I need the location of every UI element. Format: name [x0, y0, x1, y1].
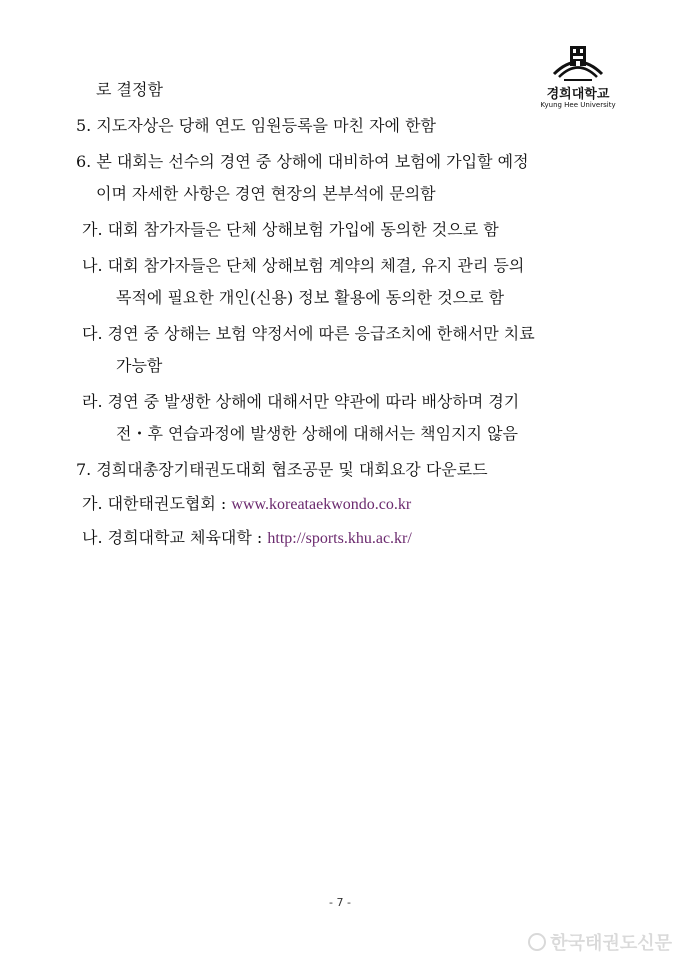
sub-item-da-line-1: 다. 경연 중 상해는 보험 약정서에 따른 응급조치에 한해서만 치료 [82, 324, 535, 343]
page-number: - 7 - [329, 896, 351, 909]
kta-website-link[interactable]: www.koreataekwondo.co.kr [231, 496, 412, 513]
watermark-logo-icon [528, 933, 546, 951]
logo-korean-text: 경희대학교 [546, 87, 610, 102]
university-logo [532, 44, 624, 109]
item-6-line-2: 이며 자세한 사항은 경연 현장의 본부석에 문의함 [96, 184, 436, 203]
sub-item-na-line-2: 목적에 필요한 개인(신용) 정보 활용에 동의한 것으로 함 [116, 288, 505, 307]
sub-item-da-line-2: 가능함 [116, 356, 163, 375]
sub-item-ra-line-2: 전・후 연습과정에 발생한 상해에 대해서는 책임지지 않음 [116, 424, 519, 443]
logo-english-text: Kyung Hee University [540, 101, 616, 109]
sub-item-ra-line-1: 라. 경연 중 발생한 상해에 대해서만 약관에 따라 배상하며 경기 [82, 392, 520, 411]
khu-label: 나. 경희대학교 체육대학 : [82, 528, 268, 547]
continuation-line: 로 결정함 [96, 80, 163, 99]
item-6-line-1: 6. 본 대회는 선수의 경연 중 상해에 대비하여 보험에 가입할 예정 [76, 152, 529, 171]
item-7: 7. 경희대총장기태권도대회 협조공문 및 대회요강 다운로드 [76, 460, 488, 479]
khu-website-link[interactable]: http://sports.khu.ac.kr/ [267, 530, 412, 547]
sub-item-ga-insurance: 가. 대회 참가자들은 단체 상해보험 가입에 동의한 것으로 함 [82, 220, 499, 239]
sub-item-ga-kta [82, 494, 411, 515]
kta-label: 가. 대한태권도협회 : [82, 494, 232, 513]
kyung-hee-emblem-icon [550, 44, 606, 82]
watermark-text: 한국태권도신문 [550, 933, 672, 954]
sub-item-na-khu [82, 528, 412, 549]
item-5: 5. 지도자상은 당해 연도 임원등록을 마친 자에 한함 [76, 116, 436, 135]
sub-item-na-line-1: 나. 대회 참가자들은 단체 상해보험 계약의 체결, 유지 관리 등의 [82, 256, 525, 275]
newspaper-watermark [528, 929, 672, 955]
